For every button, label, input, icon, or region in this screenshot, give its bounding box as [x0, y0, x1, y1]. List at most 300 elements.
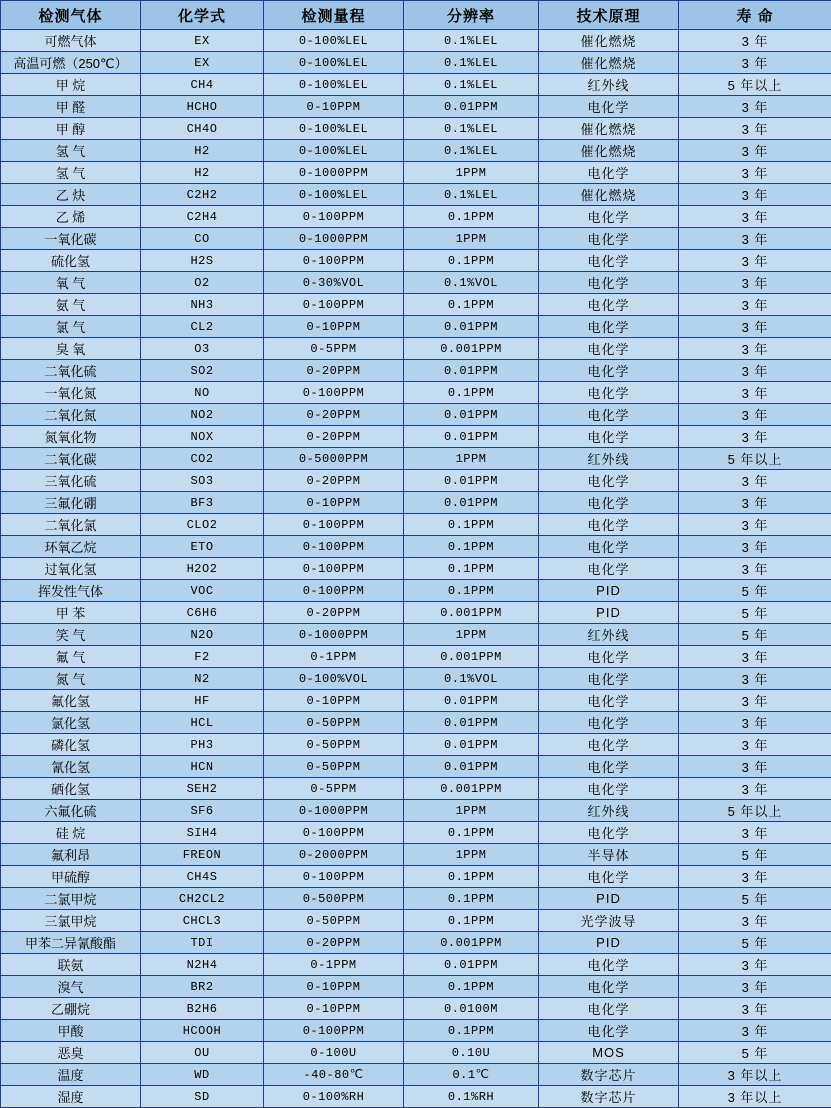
cell-gas: 乙 烯	[1, 206, 141, 228]
cell-technology: 电化学	[539, 360, 679, 382]
cell-resolution: 0.1%VOL	[404, 668, 539, 690]
cell-lifetime: 3 年以上	[679, 1064, 831, 1086]
cell-lifetime: 5 年	[679, 844, 831, 866]
cell-gas: 甲 醇	[1, 118, 141, 140]
cell-range: 0-100PPM	[264, 294, 404, 316]
cell-lifetime: 3 年	[679, 734, 831, 756]
cell-formula: N2H4	[141, 954, 264, 976]
cell-technology: 电化学	[539, 558, 679, 580]
column-header-technology: 技术原理	[539, 1, 679, 30]
table-header-row	[1, 1, 831, 30]
cell-range: 0-100U	[264, 1042, 404, 1064]
column-header-lifetime: 寿 命	[679, 1, 831, 30]
cell-gas: 二氧化碳	[1, 448, 141, 470]
cell-resolution: 0.1PPM	[404, 822, 539, 844]
cell-gas: 高温可燃（250℃）	[1, 52, 141, 74]
cell-range: 0-100%VOL	[264, 668, 404, 690]
cell-resolution: 0.01PPM	[404, 954, 539, 976]
cell-formula: CL2	[141, 316, 264, 338]
cell-range: 0-10PPM	[264, 492, 404, 514]
cell-range: 0-100PPM	[264, 866, 404, 888]
cell-technology: 催化燃烧	[539, 30, 679, 52]
cell-formula: CHCL3	[141, 910, 264, 932]
table-row	[1, 74, 831, 96]
cell-formula: F2	[141, 646, 264, 668]
table-row	[1, 734, 831, 756]
cell-lifetime: 3 年	[679, 338, 831, 360]
cell-formula: SO3	[141, 470, 264, 492]
cell-technology: 电化学	[539, 272, 679, 294]
cell-resolution: 0.1%LEL	[404, 52, 539, 74]
cell-gas: 硒化氢	[1, 778, 141, 800]
cell-lifetime: 5 年以上	[679, 74, 831, 96]
cell-lifetime: 3 年	[679, 360, 831, 382]
table-row	[1, 96, 831, 118]
cell-resolution: 0.1%LEL	[404, 74, 539, 96]
cell-lifetime: 5 年	[679, 580, 831, 602]
cell-gas: 二氯甲烷	[1, 888, 141, 910]
cell-resolution: 1PPM	[404, 228, 539, 250]
cell-formula: CH4O	[141, 118, 264, 140]
table-row	[1, 514, 831, 536]
cell-resolution: 0.1%VOL	[404, 272, 539, 294]
cell-technology: 电化学	[539, 514, 679, 536]
cell-formula: HCOOH	[141, 1020, 264, 1042]
cell-range: 0-100%LEL	[264, 52, 404, 74]
cell-lifetime: 5 年	[679, 932, 831, 954]
cell-technology: 电化学	[539, 822, 679, 844]
cell-gas: 甲 醛	[1, 96, 141, 118]
cell-technology: 电化学	[539, 712, 679, 734]
cell-resolution: 0.1PPM	[404, 1020, 539, 1042]
table-row	[1, 602, 831, 624]
cell-range: 0-100PPM	[264, 580, 404, 602]
cell-lifetime: 5 年	[679, 1042, 831, 1064]
column-header-gas: 检测气体	[1, 1, 141, 30]
cell-resolution: 0.01PPM	[404, 316, 539, 338]
cell-technology: 电化学	[539, 228, 679, 250]
cell-range: 0-100%LEL	[264, 30, 404, 52]
cell-gas: 磷化氢	[1, 734, 141, 756]
cell-gas: 氮 气	[1, 668, 141, 690]
cell-formula: BF3	[141, 492, 264, 514]
cell-gas: 六氟化硫	[1, 800, 141, 822]
column-header-resolution: 分辨率	[404, 1, 539, 30]
cell-technology: 电化学	[539, 668, 679, 690]
cell-range: 0-100PPM	[264, 382, 404, 404]
cell-technology: 电化学	[539, 338, 679, 360]
cell-range: 0-100PPM	[264, 558, 404, 580]
cell-gas: 乙 炔	[1, 184, 141, 206]
cell-lifetime: 3 年	[679, 162, 831, 184]
cell-technology: 电化学	[539, 206, 679, 228]
table-row	[1, 316, 831, 338]
cell-range: 0-100%LEL	[264, 118, 404, 140]
table-row	[1, 1086, 831, 1108]
cell-range: 0-50PPM	[264, 756, 404, 778]
table-row	[1, 1020, 831, 1042]
cell-formula: CH4	[141, 74, 264, 96]
cell-formula: CH4S	[141, 866, 264, 888]
cell-resolution: 0.1PPM	[404, 250, 539, 272]
cell-gas: 氯 气	[1, 316, 141, 338]
cell-resolution: 0.1%LEL	[404, 30, 539, 52]
cell-lifetime: 3 年	[679, 866, 831, 888]
cell-lifetime: 3 年	[679, 206, 831, 228]
cell-resolution: 1PPM	[404, 162, 539, 184]
cell-technology: 电化学	[539, 492, 679, 514]
cell-resolution: 0.01PPM	[404, 690, 539, 712]
cell-technology: PID	[539, 932, 679, 954]
cell-lifetime: 3 年	[679, 30, 831, 52]
cell-gas: 甲 烷	[1, 74, 141, 96]
cell-technology: 电化学	[539, 998, 679, 1020]
cell-formula: PH3	[141, 734, 264, 756]
cell-formula: C2H4	[141, 206, 264, 228]
cell-technology: 电化学	[539, 690, 679, 712]
cell-gas: 氰化氢	[1, 756, 141, 778]
cell-technology: 电化学	[539, 294, 679, 316]
cell-lifetime: 3 年	[679, 756, 831, 778]
cell-range: 0-100PPM	[264, 250, 404, 272]
cell-range: 0-20PPM	[264, 360, 404, 382]
table-row	[1, 360, 831, 382]
cell-lifetime: 3 年	[679, 404, 831, 426]
cell-range: 0-30%VOL	[264, 272, 404, 294]
cell-range: 0-20PPM	[264, 470, 404, 492]
cell-range: 0-1PPM	[264, 954, 404, 976]
cell-gas: 二氧化硫	[1, 360, 141, 382]
cell-range: 0-100PPM	[264, 536, 404, 558]
table-row	[1, 250, 831, 272]
cell-resolution: 0.1%LEL	[404, 184, 539, 206]
cell-formula: EX	[141, 52, 264, 74]
cell-gas: 环氧乙烷	[1, 536, 141, 558]
cell-formula: SO2	[141, 360, 264, 382]
cell-gas: 氟利昂	[1, 844, 141, 866]
cell-resolution: 0.1PPM	[404, 514, 539, 536]
cell-gas: 一氧化氮	[1, 382, 141, 404]
cell-gas: 溴气	[1, 976, 141, 998]
cell-gas: 甲酸	[1, 1020, 141, 1042]
cell-resolution: 0.1℃	[404, 1064, 539, 1086]
cell-resolution: 1PPM	[404, 448, 539, 470]
cell-technology: 电化学	[539, 756, 679, 778]
cell-formula: HCHO	[141, 96, 264, 118]
cell-resolution: 0.01PPM	[404, 360, 539, 382]
cell-formula: SIH4	[141, 822, 264, 844]
table-row	[1, 580, 831, 602]
table-row	[1, 294, 831, 316]
cell-lifetime: 3 年	[679, 118, 831, 140]
cell-technology: 半导体	[539, 844, 679, 866]
table-row	[1, 690, 831, 712]
cell-range: 0-5000PPM	[264, 448, 404, 470]
cell-range: 0-5PPM	[264, 778, 404, 800]
cell-gas: 恶臭	[1, 1042, 141, 1064]
cell-lifetime: 3 年	[679, 998, 831, 1020]
cell-range: 0-10PPM	[264, 690, 404, 712]
cell-technology: MOS	[539, 1042, 679, 1064]
cell-technology: 电化学	[539, 426, 679, 448]
cell-formula: C6H6	[141, 602, 264, 624]
cell-lifetime: 3 年	[679, 976, 831, 998]
cell-gas: 氢 气	[1, 140, 141, 162]
cell-formula: BR2	[141, 976, 264, 998]
cell-formula: H2S	[141, 250, 264, 272]
cell-resolution: 0.01PPM	[404, 404, 539, 426]
cell-gas: 二氧化氮	[1, 404, 141, 426]
table-body	[1, 30, 831, 1108]
cell-lifetime: 3 年以上	[679, 1086, 831, 1108]
table-row	[1, 800, 831, 822]
cell-lifetime: 5 年	[679, 624, 831, 646]
cell-gas: 联氨	[1, 954, 141, 976]
cell-range: 0-20PPM	[264, 426, 404, 448]
cell-range: 0-100PPM	[264, 206, 404, 228]
cell-range: 0-2000PPM	[264, 844, 404, 866]
cell-range: 0-20PPM	[264, 932, 404, 954]
cell-range: 0-50PPM	[264, 712, 404, 734]
cell-resolution: 0.1PPM	[404, 976, 539, 998]
cell-formula: VOC	[141, 580, 264, 602]
table-row	[1, 184, 831, 206]
table-row	[1, 1042, 831, 1064]
cell-technology: 电化学	[539, 96, 679, 118]
cell-resolution: 0.001PPM	[404, 778, 539, 800]
cell-formula: ETO	[141, 536, 264, 558]
cell-technology: 电化学	[539, 250, 679, 272]
cell-technology: 电化学	[539, 976, 679, 998]
cell-lifetime: 5 年以上	[679, 448, 831, 470]
cell-technology: 光学波导	[539, 910, 679, 932]
cell-lifetime: 3 年	[679, 646, 831, 668]
cell-gas: 二氧化氯	[1, 514, 141, 536]
cell-range: 0-100PPM	[264, 822, 404, 844]
table-row	[1, 954, 831, 976]
cell-resolution: 0.001PPM	[404, 932, 539, 954]
cell-gas: 硅 烷	[1, 822, 141, 844]
cell-technology: 催化燃烧	[539, 140, 679, 162]
cell-technology: 电化学	[539, 734, 679, 756]
cell-technology: 红外线	[539, 800, 679, 822]
cell-gas: 氧 气	[1, 272, 141, 294]
table-row	[1, 778, 831, 800]
cell-formula: H2	[141, 140, 264, 162]
cell-gas: 氢 气	[1, 162, 141, 184]
cell-gas: 笑 气	[1, 624, 141, 646]
cell-lifetime: 3 年	[679, 250, 831, 272]
cell-gas: 氟化氢	[1, 690, 141, 712]
cell-resolution: 0.1%LEL	[404, 140, 539, 162]
table-row	[1, 932, 831, 954]
cell-resolution: 0.1PPM	[404, 866, 539, 888]
cell-lifetime: 3 年	[679, 272, 831, 294]
cell-gas: 甲苯二异氰酸酯	[1, 932, 141, 954]
cell-resolution: 0.10U	[404, 1042, 539, 1064]
cell-technology: 电化学	[539, 536, 679, 558]
cell-gas: 甲硫醇	[1, 866, 141, 888]
cell-resolution: 0.1PPM	[404, 382, 539, 404]
cell-formula: HF	[141, 690, 264, 712]
cell-formula: N2O	[141, 624, 264, 646]
cell-lifetime: 5 年	[679, 888, 831, 910]
cell-formula: WD	[141, 1064, 264, 1086]
cell-technology: PID	[539, 580, 679, 602]
table-row	[1, 888, 831, 910]
cell-lifetime: 3 年	[679, 184, 831, 206]
cell-formula: TDI	[141, 932, 264, 954]
cell-formula: O2	[141, 272, 264, 294]
table-row	[1, 668, 831, 690]
cell-range: 0-20PPM	[264, 602, 404, 624]
cell-technology: 数字芯片	[539, 1086, 679, 1108]
cell-formula: C2H2	[141, 184, 264, 206]
cell-formula: NH3	[141, 294, 264, 316]
cell-lifetime: 5 年以上	[679, 800, 831, 822]
cell-lifetime: 3 年	[679, 558, 831, 580]
cell-lifetime: 3 年	[679, 822, 831, 844]
cell-formula: CLO2	[141, 514, 264, 536]
cell-resolution: 0.1%RH	[404, 1086, 539, 1108]
cell-resolution: 1PPM	[404, 800, 539, 822]
cell-range: 0-100%LEL	[264, 74, 404, 96]
cell-gas: 过氧化氢	[1, 558, 141, 580]
cell-technology: 电化学	[539, 778, 679, 800]
cell-technology: 电化学	[539, 316, 679, 338]
cell-resolution: 1PPM	[404, 624, 539, 646]
cell-lifetime: 3 年	[679, 514, 831, 536]
cell-gas: 三氧化硫	[1, 470, 141, 492]
cell-formula: NO2	[141, 404, 264, 426]
cell-gas: 三氯甲烷	[1, 910, 141, 932]
cell-range: 0-1PPM	[264, 646, 404, 668]
table-row	[1, 338, 831, 360]
cell-resolution: 0.001PPM	[404, 646, 539, 668]
cell-gas: 氮氧化物	[1, 426, 141, 448]
cell-lifetime: 3 年	[679, 1020, 831, 1042]
cell-formula: CO	[141, 228, 264, 250]
cell-gas: 三氟化硼	[1, 492, 141, 514]
column-header-range: 检测量程	[264, 1, 404, 30]
cell-range: 0-20PPM	[264, 404, 404, 426]
cell-range: 0-10PPM	[264, 96, 404, 118]
cell-lifetime: 3 年	[679, 316, 831, 338]
cell-lifetime: 3 年	[679, 96, 831, 118]
cell-technology: 电化学	[539, 404, 679, 426]
cell-resolution: 0.1%LEL	[404, 118, 539, 140]
table-row	[1, 756, 831, 778]
cell-lifetime: 3 年	[679, 52, 831, 74]
column-header-formula: 化学式	[141, 1, 264, 30]
cell-technology: PID	[539, 888, 679, 910]
cell-technology: 电化学	[539, 866, 679, 888]
cell-formula: N2	[141, 668, 264, 690]
cell-lifetime: 3 年	[679, 228, 831, 250]
cell-resolution: 0.001PPM	[404, 602, 539, 624]
cell-lifetime: 3 年	[679, 712, 831, 734]
cell-resolution: 0.1PPM	[404, 536, 539, 558]
cell-technology: 催化燃烧	[539, 52, 679, 74]
table-row	[1, 624, 831, 646]
cell-technology: 电化学	[539, 1020, 679, 1042]
cell-range: 0-1000PPM	[264, 800, 404, 822]
cell-lifetime: 3 年	[679, 492, 831, 514]
table-row	[1, 140, 831, 162]
cell-range: -40-80℃	[264, 1064, 404, 1086]
cell-resolution: 0.01PPM	[404, 712, 539, 734]
table-row	[1, 998, 831, 1020]
cell-resolution: 0.01PPM	[404, 470, 539, 492]
cell-formula: HCN	[141, 756, 264, 778]
cell-range: 0-10PPM	[264, 976, 404, 998]
cell-formula: B2H6	[141, 998, 264, 1020]
cell-resolution: 0.1PPM	[404, 580, 539, 602]
cell-formula: OU	[141, 1042, 264, 1064]
cell-formula: O3	[141, 338, 264, 360]
cell-resolution: 0.1PPM	[404, 206, 539, 228]
cell-lifetime: 5 年	[679, 602, 831, 624]
cell-gas: 可燃气体	[1, 30, 141, 52]
table-row	[1, 470, 831, 492]
cell-formula: SD	[141, 1086, 264, 1108]
cell-gas: 甲 苯	[1, 602, 141, 624]
cell-range: 0-1000PPM	[264, 162, 404, 184]
cell-formula: NOX	[141, 426, 264, 448]
cell-gas: 氟 气	[1, 646, 141, 668]
table-row	[1, 52, 831, 74]
cell-formula: H2	[141, 162, 264, 184]
cell-range: 0-50PPM	[264, 734, 404, 756]
cell-gas: 挥发性气体	[1, 580, 141, 602]
cell-formula: CO2	[141, 448, 264, 470]
cell-technology: 红外线	[539, 624, 679, 646]
cell-lifetime: 3 年	[679, 470, 831, 492]
table-row	[1, 118, 831, 140]
cell-gas: 氨 气	[1, 294, 141, 316]
cell-resolution: 0.1PPM	[404, 888, 539, 910]
table-row	[1, 30, 831, 52]
table-row	[1, 866, 831, 888]
cell-lifetime: 3 年	[679, 536, 831, 558]
cell-technology: 电化学	[539, 646, 679, 668]
cell-gas: 温度	[1, 1064, 141, 1086]
cell-range: 0-50PPM	[264, 910, 404, 932]
cell-range: 0-10PPM	[264, 998, 404, 1020]
cell-lifetime: 3 年	[679, 294, 831, 316]
cell-gas: 乙硼烷	[1, 998, 141, 1020]
cell-lifetime: 3 年	[679, 668, 831, 690]
cell-resolution: 0.01PPM	[404, 96, 539, 118]
cell-resolution: 0.01PPM	[404, 426, 539, 448]
cell-resolution: 0.1PPM	[404, 294, 539, 316]
cell-lifetime: 3 年	[679, 140, 831, 162]
cell-gas: 一氧化碳	[1, 228, 141, 250]
cell-resolution: 0.1PPM	[404, 910, 539, 932]
cell-technology: 红外线	[539, 448, 679, 470]
table-row	[1, 404, 831, 426]
cell-technology: 电化学	[539, 954, 679, 976]
cell-formula: NO	[141, 382, 264, 404]
table-row	[1, 228, 831, 250]
cell-technology: 红外线	[539, 74, 679, 96]
cell-range: 0-500PPM	[264, 888, 404, 910]
cell-range: 0-100%LEL	[264, 140, 404, 162]
cell-range: 0-100%RH	[264, 1086, 404, 1108]
cell-lifetime: 3 年	[679, 778, 831, 800]
cell-range: 0-100PPM	[264, 514, 404, 536]
cell-range: 0-1000PPM	[264, 624, 404, 646]
